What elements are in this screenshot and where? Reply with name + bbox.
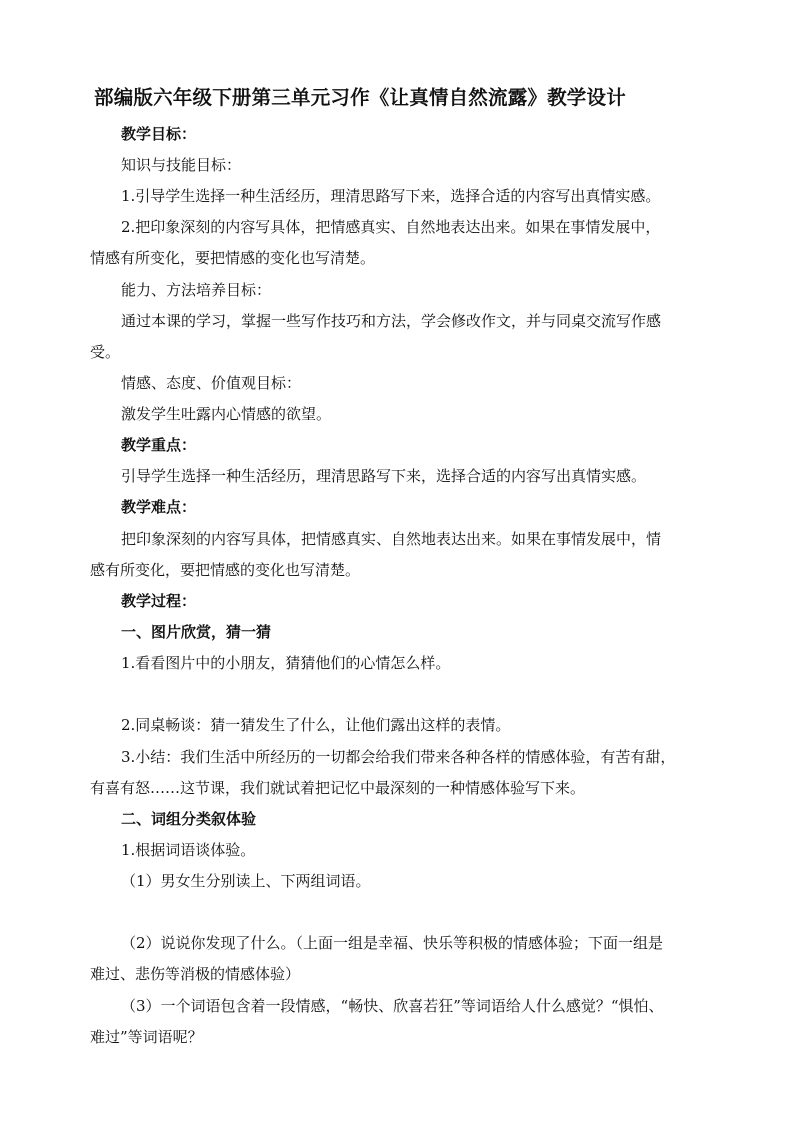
section-2-step-1: 1.根据词语谈体验。 [121, 841, 256, 859]
heading-key-points: 教学重点： [121, 436, 197, 454]
section-1-step-1: 1.看看图片中的小朋友，猜猜他们的心情怎么样。 [121, 654, 451, 672]
goal-item-2-line-2: 情感有所变化，要把情感的变化也写清楚。 [90, 249, 376, 267]
subheading-ability-method: 能力、方法培养目标： [121, 281, 272, 299]
heading-teaching-process: 教学过程： [121, 592, 197, 610]
heading-teaching-goals: 教学目标： [121, 125, 197, 143]
section-1-heading: 一、图片欣赏，猜一猜 [121, 623, 272, 641]
ability-text-line-2: 受。 [90, 343, 121, 361]
document-title: 部编版六年级下册第三单元习作《让真情自然流露》教学设计 [94, 86, 626, 109]
section-2-substep-2-line-2: 难过、悲伤等消极的情感体验） [90, 965, 301, 983]
section-2-substep-1: （1）男女生分别读上、下两组词语。 [121, 872, 371, 890]
section-1-step-3-line-1: 3.小结：我们生活中所经历的一切都会给我们带来各种各样的情感体验，有苦有甜， [121, 748, 676, 766]
subheading-emotion-values: 情感、态度、价值观目标： [121, 374, 302, 392]
difficult-points-line-1: 把印象深刻的内容写具体，把情感真实、自然地表达出来。如果在事情发展中，情 [121, 530, 662, 548]
emotion-text: 激发学生吐露内心情感的欲望。 [121, 405, 332, 423]
section-2-substep-2-line-1: （2）说说你发现了什么。（上面一组是幸福、快乐等积极的情感体验；下面一组是 [121, 934, 664, 952]
section-1-step-3-line-2: 有喜有怒……这节课，我们就试着把记忆中最深刻的一种情感体验写下来。 [90, 779, 586, 797]
subheading-knowledge-skills: 知识与技能目标： [121, 156, 242, 174]
key-points-text: 引导学生选择一种生活经历，理清思路写下来，选择合适的内容写出真情实感。 [121, 467, 647, 485]
difficult-points-line-2: 感有所变化，要把情感的变化也写清楚。 [90, 561, 361, 579]
goal-item-2-line-1: 2.把印象深刻的内容写具体，把情感真实、自然地表达出来。如果在事情发展中， [121, 218, 661, 236]
heading-difficult-points: 教学难点： [121, 498, 197, 516]
section-2-substep-3-line-2: 难过”等词语呢？ [90, 1028, 203, 1046]
section-2-substep-3-line-1: （3）一个词语包含着一段情感，“畅快、欣喜若狂”等词语给人什么感觉？“惧怕、 [121, 997, 664, 1015]
goal-item-1: 1.引导学生选择一种生活经历，理清思路写下来，选择合适的内容写出真情实感。 [121, 187, 661, 205]
section-1-step-2: 2.同桌畅谈：猜一猜发生了什么，让他们露出这样的表情。 [121, 716, 511, 734]
ability-text-line-1: 通过本课的学习，掌握一些写作技巧和方法，学会修改作文，并与同桌交流写作感 [121, 312, 662, 330]
section-2-heading: 二、词组分类叙体验 [121, 810, 257, 828]
